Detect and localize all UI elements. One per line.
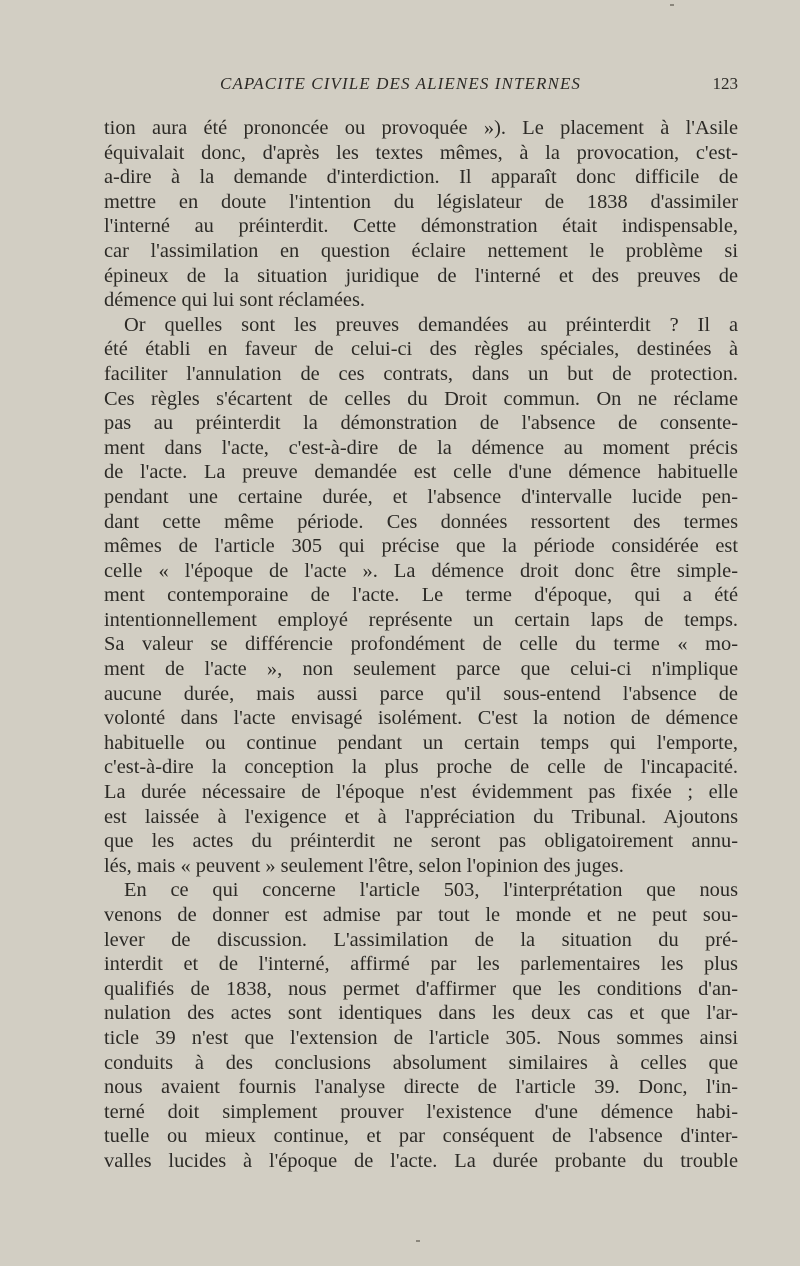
running-header (102, 72, 740, 102)
running-title: CAPACITE CIVILE DES ALIENES INTERNES (220, 74, 582, 93)
text-line: ment contemporaine de l'acte. Le terme d'époque, qui a été (104, 584, 738, 607)
text-line: Ces règles s'écartent de celles du Droit commun. On ne réclame (104, 387, 738, 410)
text-line: pendant une certaine durée, et l'absence d'intervalle lucide pen- (104, 485, 738, 508)
text-line: équivalait donc, d'après les textes mêmes, à la provocation, c'est- (104, 141, 738, 164)
text-line: aucune durée, mais aussi parce qu'il sous-entend l'absence de (104, 682, 738, 705)
text-line: lés, mais « peuvent » seulement l'être, selon l'opinion des juges. (104, 854, 624, 877)
body-text (104, 116, 738, 1174)
text-line: tuelle ou mieux continue, et par conséquent de l'absence d'inter- (104, 1125, 738, 1148)
text-line: mettre en doute l'intention du législateur de 1838 d'assimiler (104, 190, 738, 213)
print-speck (416, 1240, 420, 1242)
print-speck (670, 4, 674, 6)
text-line: démence qui lui sont réclamées. (104, 289, 366, 312)
text-line: est laissée à l'exigence et à l'appréciation du Tribunal. Ajoutons (104, 805, 738, 828)
text-line: intentionnellement employé représente un certain laps de temps. (104, 608, 738, 631)
text-line: La durée nécessaire de l'époque n'est évidemment pas fixée ; elle (104, 781, 738, 804)
text-line: pas au préinterdit la démonstration de l'absence de consente- (104, 412, 738, 435)
text-line: été établi en faveur de celui-ci des règles spéciales, destinées à (104, 338, 738, 361)
text-line: volonté dans l'acte envisagé isolément. C'est la notion de démence (104, 707, 738, 730)
page-number: 123 (712, 74, 738, 93)
text-line: terné doit simplement prouver l'existence d'une démence habi- (104, 1100, 738, 1123)
text-line: ment de l'acte », non seulement parce que celui-ci n'implique (104, 658, 738, 681)
text-line: celle « l'époque de l'acte ». La démence droit donc être simple- (104, 559, 738, 582)
text-line: a-dire à la demande d'interdiction. Il apparaît donc difficile de (104, 166, 738, 189)
text-line: épineux de la situation juridique de l'interné et des preuves de (104, 264, 738, 287)
text-line: nulation des actes sont identiques dans les deux cas et que l'ar- (104, 1002, 738, 1025)
text-line: lever de discussion. L'assimilation de la situation du pré- (104, 928, 738, 951)
text-line: habituelle ou continue pendant un certain temps qui l'emporte, (104, 731, 738, 754)
text-line: qualifiés de 1838, nous permet d'affirmer que les conditions d'an- (104, 977, 738, 1000)
text-line: car l'assimilation en question éclaire nettement le problème si (104, 239, 738, 262)
text-line: faciliter l'annulation de ces contrats, dans un but de protection. (104, 362, 738, 385)
text-line: valles lucides à l'époque de l'acte. La durée probante du trouble (104, 1149, 738, 1172)
text-line: Or quelles sont les preuves demandées au préinterdit ? Il a (124, 313, 738, 336)
text-line: ticle 39 n'est que l'extension de l'article 305. Nous sommes ainsi (104, 1026, 738, 1049)
text-line: interdit et de l'interné, affirmé par les parlementaires les plus (104, 953, 738, 976)
text-line: de l'acte. La preuve demandée est celle d'une démence habituelle (104, 461, 738, 484)
text-line: c'est-à-dire la conception la plus proche de celle de l'incapacité. (104, 756, 738, 779)
text-line: tion aura été prononcée ou provoquée »). Le placement à l'Asile (104, 117, 738, 139)
text-line: conduits à des conclusions absolument similaires à celles que (104, 1051, 738, 1074)
text-line: l'interné au préinterdit. Cette démonstration était indispensable, (104, 215, 738, 238)
text-line: Sa valeur se différencie profondément de celle du terme « mo- (104, 633, 738, 656)
text-line: ment dans l'acte, c'est-à-dire de la démence au moment précis (104, 436, 738, 459)
text-line: mêmes de l'article 305 qui précise que la période considérée est (104, 535, 738, 558)
text-line: venons de donner est admise par tout le monde et ne peut sou- (104, 904, 738, 926)
text-line: que les actes du préinterdit ne seront pas obligatoirement annu- (104, 830, 738, 853)
text-line: En ce qui concerne l'article 503, l'interprétation que nous (124, 879, 738, 902)
text-line: dant cette même période. Ces données ressortent des termes (104, 510, 738, 533)
text-line: nous avaient fournis l'analyse directe de l'article 39. Donc, l'in- (104, 1076, 738, 1099)
